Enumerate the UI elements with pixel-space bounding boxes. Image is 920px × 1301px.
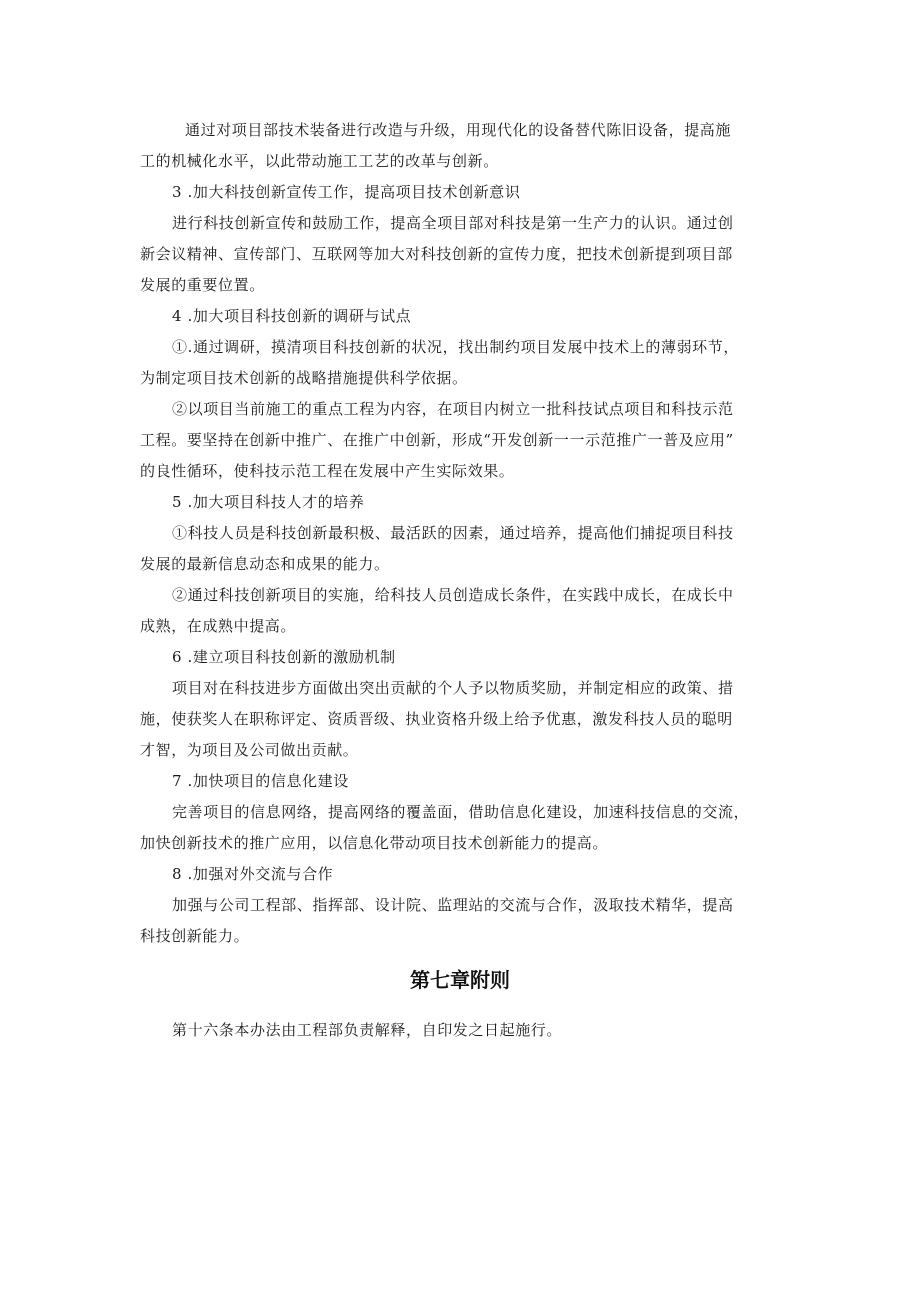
paragraph-line: 施，使获奖人在职称评定、资质晋级、执业资格升级上给予优惠，激发科技人员的聪明: [140, 710, 733, 728]
article-sixteen-line: 第十六条本办法由工程部负责解释，自印发之日起施行。: [172, 1021, 563, 1039]
paragraph-line: 加快创新技术的推广应用，以信息化带动项目技术创新能力的提高。: [140, 834, 609, 852]
paragraph-line: 工的机械化水平，以此带动施工工艺的改革与创新。: [140, 152, 499, 170]
section-heading-5: 5 .加大项目科技人才的培养: [172, 493, 365, 511]
paragraph-line: 成熟，在成熟中提高。: [140, 617, 297, 635]
paragraph-line: ②通过科技创新项目的实施，给科技人员创造成长条件，在实践中成长，在成长中: [172, 586, 734, 604]
paragraph-line: 新会议精神、宣传部门、互联网等加大对科技创新的宣传力度，把技术创新提到项目部: [140, 245, 733, 263]
paragraph-line: 通过对项目部技术装备进行改造与升级，用现代化的设备替代陈旧设备，提高施: [185, 121, 732, 139]
paragraph-line: 完善项目的信息网络，提高网络的覆盖面，借助信息化建设，加速科技信息的交流，: [172, 803, 750, 821]
section-heading-4: 4 .加大项目科技创新的调研与试点: [172, 307, 412, 325]
paragraph-line: 工程。要坚持在创新中推广、在推广中创新，形成“开发创新一一示范推广一普及应用”: [140, 431, 734, 449]
chapter-title: 第七章附则: [410, 968, 510, 992]
paragraph-line: 发展的最新信息动态和成果的能力。: [140, 555, 390, 573]
paragraph-line: 的良性循环，使科技示范工程在发展中产生实际效果。: [140, 462, 515, 480]
paragraph-line: 才智，为项目及公司做出贡献。: [140, 741, 359, 759]
paragraph-line: ②以项目当前施工的重点工程为内容，在项目内树立一批科技试点项目和科技示范: [172, 400, 734, 418]
paragraph-line: ①.通过调研，摸清项目科技创新的状况，找出制约项目发展中技术上的薄弱环节，: [172, 338, 739, 356]
section-heading-3: 3 .加大科技创新宣传工作，提高项目技术创新意识: [172, 183, 521, 201]
paragraph-line: 加强与公司工程部、指挥部、设计院、监理站的交流与合作，汲取技术精华，提高: [172, 896, 734, 914]
section-heading-7: 7 .加快项目的信息化建设: [172, 772, 349, 790]
paragraph-line: 为制定项目技术创新的战略措施提供科学依据。: [140, 369, 468, 387]
section-heading-8: 8 .加强对外交流与合作: [172, 865, 334, 883]
paragraph-line: 科技创新能力。: [140, 927, 250, 945]
paragraph-line: 进行科技创新宣传和鼓励工作，提高全项目部对科技是第一生产力的认识。通过创: [172, 214, 734, 232]
paragraph-line: ①科技人员是科技创新最积极、最活跃的因素，通过培养，提高他们捕捉项目科技: [172, 524, 734, 542]
paragraph-line: 项目对在科技进步方面做出突出贡献的个人予以物质奖励，并制定相应的政策、措: [172, 679, 734, 697]
paragraph-line: 发展的重要位置。: [140, 276, 265, 294]
section-heading-6: 6 .建立项目科技创新的激励机制: [172, 648, 396, 666]
